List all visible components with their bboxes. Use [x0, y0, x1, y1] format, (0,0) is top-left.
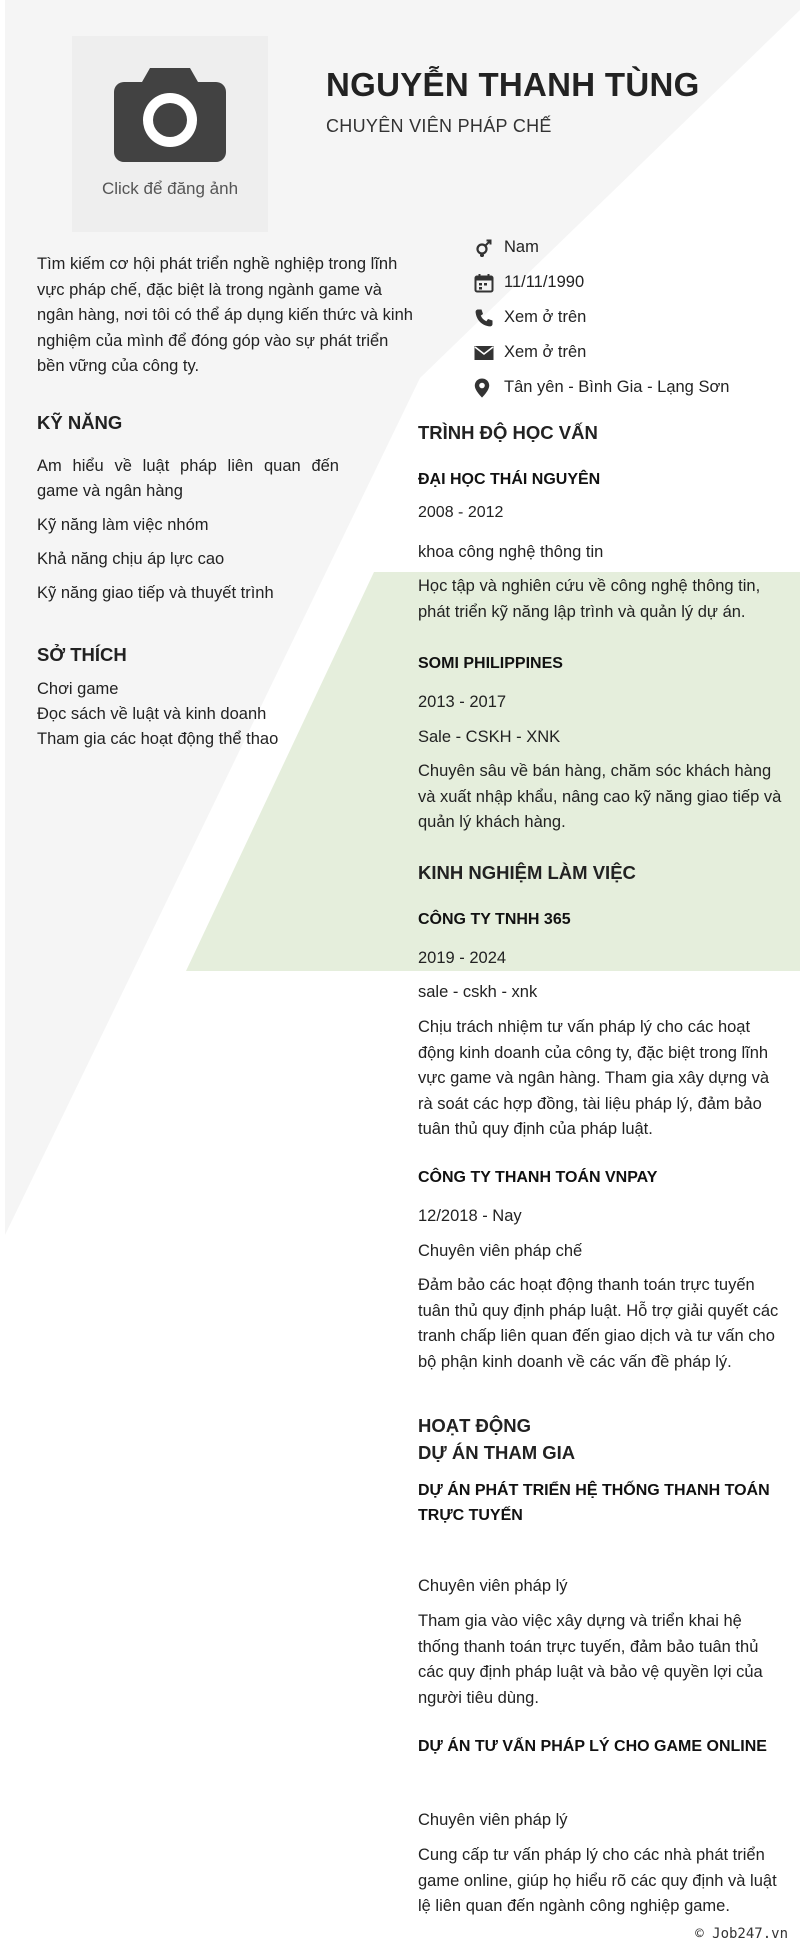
- skills-title: KỸ NĂNG: [37, 412, 123, 433]
- gender-row: [474, 230, 794, 265]
- project-name: DỰ ÁN PHÁT TRIỂN HỆ THỐNG THANH TOÁN TRỰC TUYẾN: [418, 1482, 770, 1524]
- experience-period: 12/2018 - Nay: [418, 1207, 522, 1225]
- photo-upload-label: Click để đăng ảnh: [101, 179, 239, 198]
- project-role: Chuyên viên pháp lý: [418, 1577, 568, 1595]
- school-name: ĐẠI HỌC THÁI NGUYÊN: [418, 471, 601, 488]
- company-name: CÔNG TY THANH TOÁN VNPAY: [418, 1169, 658, 1186]
- activities-title: HOẠT ĐỘNG: [418, 1415, 532, 1436]
- projects-title: DỰ ÁN THAM GIA: [418, 1442, 576, 1463]
- education-entry: [418, 467, 782, 492]
- envelope-icon: [474, 345, 504, 361]
- education-description: Học tập và nghiên cứu về công nghệ thông tin, phát triển kỹ năng lập trình và quản lý dự án.: [418, 577, 761, 621]
- skill-item: Khả năng chịu áp lực cao: [37, 550, 225, 568]
- project-name: DỰ ÁN TƯ VẤN PHÁP LÝ CHO GAME ONLINE: [418, 1738, 767, 1755]
- education-title: TRÌNH ĐỘ HỌC VẤN: [418, 422, 598, 443]
- project-description: Tham gia vào việc xây dựng và triển khai hệ thống thanh toán trực tuyến, đảm bảo tuân thủ các quy định pháp luật và bảo vệ quyền lợi của người tiêu dùng.: [418, 1612, 763, 1707]
- phone-row: [474, 300, 794, 335]
- skills-section: [37, 412, 339, 615]
- project-role: Chuyên viên pháp lý: [418, 1811, 568, 1829]
- birthday-value: 11/11/1990: [504, 273, 585, 291]
- footer-watermark: © Job247.vn: [695, 1926, 788, 1942]
- education-period: 2008 - 2012: [418, 504, 504, 521]
- experience-description: Chịu trách nhiệm tư vấn pháp lý cho các hoạt động kinh doanh của công ty, đặc biệt trong lĩnh vực game và ngân hàng. Tham gia xây dựng và rà soát các hợp đồng, tài liệu pháp lý, đảm bảo tuân thủ quy định của pháp luật.: [418, 1018, 770, 1138]
- education-section: [418, 422, 782, 444]
- experience-title: KINH NGHIỆM LÀM VIỆC: [418, 862, 636, 883]
- skill-item: Kỹ năng giao tiếp và thuyết trình: [37, 584, 274, 602]
- gender-value: Nam: [504, 238, 539, 256]
- full-name: NGUYỄN THANH TÙNG: [326, 66, 700, 103]
- experience-description: Đảm bảo các hoạt động thanh toán trực tuyến tuân thủ quy định pháp luật. Hỗ trợ giải quyết các tranh chấp liên quan đến giao dịch và tư vấn cho bộ phận kinh doanh về các vấn đề pháp lý.: [418, 1276, 779, 1371]
- project-description: Cung cấp tư vấn pháp lý cho các nhà phát triển game online, giúp họ hiểu rõ các quy định và luật lệ liên quan đến ngành công nghiệp game.: [418, 1846, 777, 1915]
- gender-icon: [474, 238, 504, 258]
- education-description: Chuyên sâu về bán hàng, chăm sóc khách hàng và xuất nhập khẩu, nâng cao kỹ năng giao tiếp và quản lý khách hàng.: [418, 762, 782, 831]
- email-value: Xem ở trên: [504, 343, 587, 361]
- address-row: [474, 370, 794, 405]
- phone-value: Xem ở trên: [504, 308, 587, 326]
- experience-period: 2019 - 2024: [418, 949, 507, 967]
- birthday-row: [474, 265, 794, 300]
- phone-icon: [474, 308, 504, 328]
- skill-item: Am hiểu về luật pháp liên quan đến game và ngân hàng: [37, 457, 339, 500]
- experience-position: Chuyên viên pháp chế: [418, 1242, 583, 1260]
- education-major: Sale - CSKH - XNK: [418, 728, 561, 746]
- school-name: SOMI PHILIPPINES: [418, 655, 563, 672]
- company-name: CÔNG TY TNHH 365: [418, 911, 571, 928]
- personal-info: [474, 230, 794, 405]
- camera-icon: [112, 64, 228, 164]
- location-pin-icon: [474, 378, 504, 398]
- hobbies-section: [37, 644, 339, 752]
- skill-item: Kỹ năng làm việc nhóm: [37, 516, 209, 534]
- career-objective: Tìm kiếm cơ hội phát triển nghề nghiệp trong lĩnh vực pháp chế, đặc biệt là trong ngành game và ngân hàng, nơi tôi có thể áp dụng kiến thức và kinh nghiệm của mình để đóng góp vào sự phát triển bền vững của công ty.: [37, 255, 413, 375]
- calendar-icon: [474, 273, 504, 293]
- hobby-item: Chơi game: [37, 680, 119, 698]
- address-value: Tân yên - Bình Gia - Lạng Sơn: [504, 378, 730, 396]
- photo-upload-placeholder[interactable]: [72, 36, 268, 232]
- hobby-item: Tham gia các hoạt động thể thao: [37, 730, 279, 748]
- education-period: 2013 - 2017: [418, 693, 507, 711]
- hobbies-title: SỞ THÍCH: [37, 644, 127, 665]
- education-major: khoa công nghệ thông tin: [418, 543, 604, 561]
- job-title: CHUYÊN VIÊN PHÁP CHẾ: [326, 116, 552, 136]
- experience-position: sale - cskh - xnk: [418, 983, 538, 1001]
- email-row: [474, 335, 794, 370]
- hobby-item: Đọc sách về luật và kinh doanh: [37, 705, 267, 723]
